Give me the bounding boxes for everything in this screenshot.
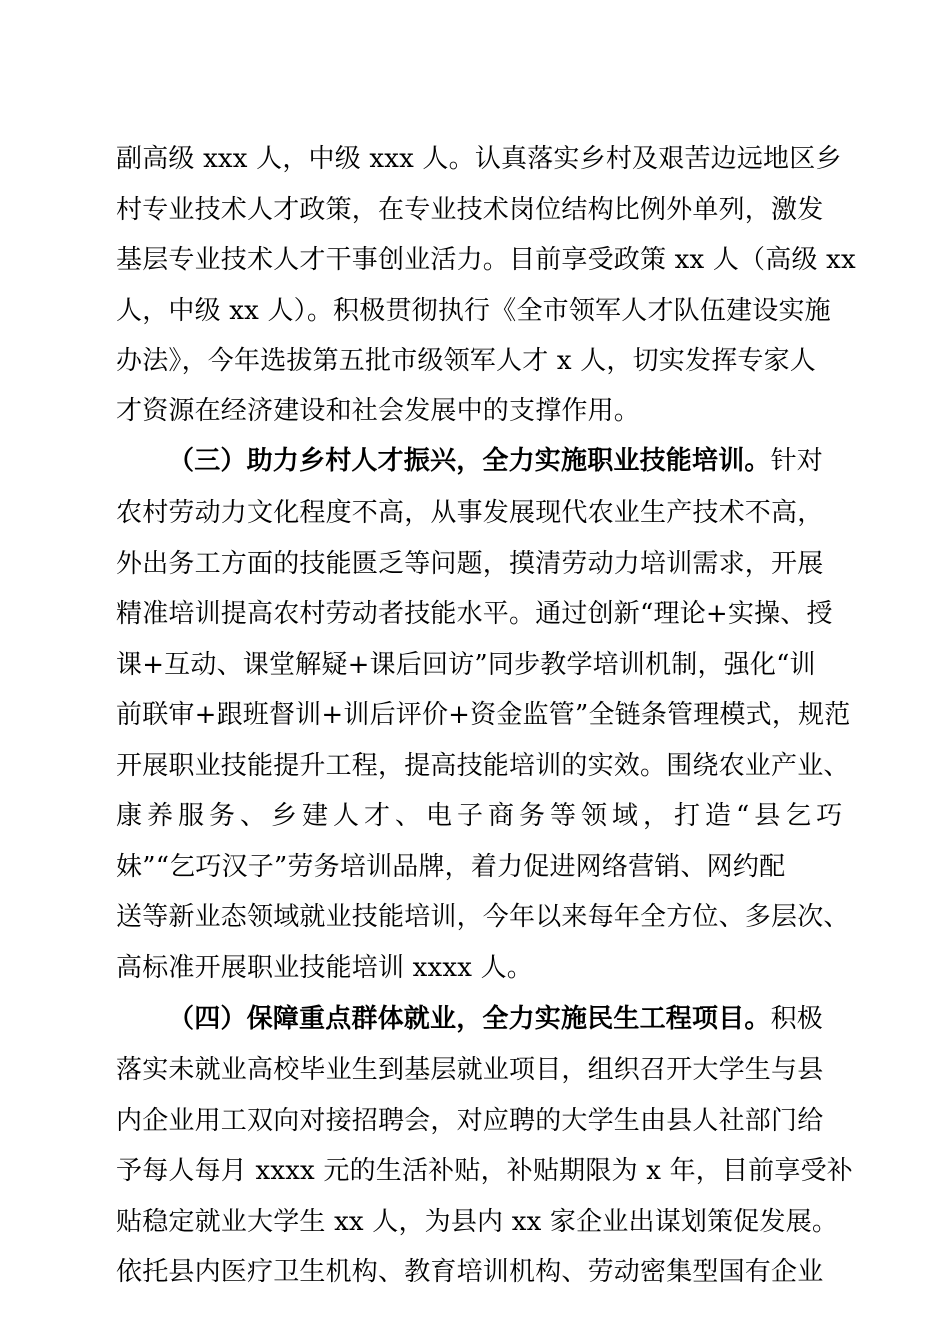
line-text: 内企业用工双向对接招聘会，对应聘的大学生由县人社部门给	[116, 1106, 824, 1136]
text-line	[116, 194, 823, 226]
text-line	[116, 1155, 853, 1187]
text-line	[116, 1256, 823, 1288]
line-text: 送等新业态领域就业技能培训，今年以来每年全方位、多层次、	[116, 902, 850, 932]
line-text: 依托县内医疗卫生机构、教育培训机构、劳动密集型国有企业	[116, 1257, 824, 1287]
text-line	[116, 1054, 823, 1086]
line-text: 人，中级 xx 人）。积极贯彻执行《全市领军人才队伍建设实施	[116, 296, 831, 326]
line-text: 高标准开展职业技能培训 xxxx 人。	[116, 953, 533, 983]
text-line	[116, 345, 816, 377]
line-text: 课+互动、课堂解疑+课后回访”同步教学培训机制，强化“训	[116, 650, 816, 680]
line-text: 妹”“乞巧汉子”劳务培训品牌，着力促进网络营销、网约配	[116, 852, 786, 882]
line-text: 开展职业技能提升工程，提高技能培训的实效。围绕农业产业、	[116, 751, 850, 781]
text-line	[116, 649, 816, 681]
line-text: 基层专业技术人才干事创业活力。目前享受政策 xx 人（高级 xx	[116, 245, 856, 275]
text-line	[116, 295, 831, 327]
text-line	[116, 143, 842, 175]
line-text: 外出务工方面的技能匮乏等问题，摸清劳动力培训需求，开展	[116, 549, 824, 579]
text-line	[116, 750, 850, 782]
text-line	[116, 952, 533, 984]
section-heading-line	[168, 445, 823, 477]
text-line	[116, 699, 850, 731]
text-line	[116, 548, 823, 580]
text-line	[116, 1206, 838, 1238]
text-line	[116, 901, 850, 933]
line-text: 积极	[770, 1004, 824, 1034]
line-text: 康养服务、乡建人才、电子商务等领域，打造“县乞巧	[116, 801, 848, 831]
text-line	[116, 244, 856, 276]
line-text: 贴稳定就业大学生 xx 人，为县内 xx 家企业出谋划策促发展。	[116, 1207, 839, 1237]
section-heading-line	[168, 1003, 823, 1035]
text-line	[116, 598, 833, 630]
line-text: 针对	[770, 446, 824, 476]
line-text: 精准培训提高农村劳动者技能水平。通过创新“理论+实操、授	[116, 599, 833, 629]
line-text: 村专业技术人才政策，在专业技术岗位结构比例外单列，激发	[116, 195, 824, 225]
line-text: 落实未就业高校毕业生到基层就业项目，组织召开大学生与县	[116, 1055, 824, 1085]
section-heading-3: （三）助力乡村人才振兴，全力实施职业技能培训。	[168, 446, 771, 476]
text-line	[116, 497, 823, 529]
text-line	[116, 395, 640, 427]
text-line	[116, 851, 785, 883]
line-text: 副高级 xxx 人，中级 xxx 人。认真落实乡村及艰苦边远地区乡	[116, 144, 842, 174]
line-text: 前联审+跟班督训+训后评价+资金监管”全链条管理模式，规范	[116, 700, 851, 730]
line-text: 予每人每月 xxxx 元的生活补贴，补贴期限为 x 年，目前享受补	[116, 1156, 853, 1186]
line-text: 农村劳动力文化程度不高，从事发展现代农业生产技术不高，	[116, 498, 824, 528]
section-heading-4: （四）保障重点群体就业，全力实施民生工程项目。	[168, 1004, 771, 1034]
line-text: 办法》，今年选拔第五批市级领军人才 x 人，切实发挥专家人	[116, 346, 816, 376]
text-line	[116, 1105, 823, 1137]
text-line	[116, 800, 847, 832]
line-text: 才资源在经济建设和社会发展中的支撑作用。	[116, 396, 641, 426]
